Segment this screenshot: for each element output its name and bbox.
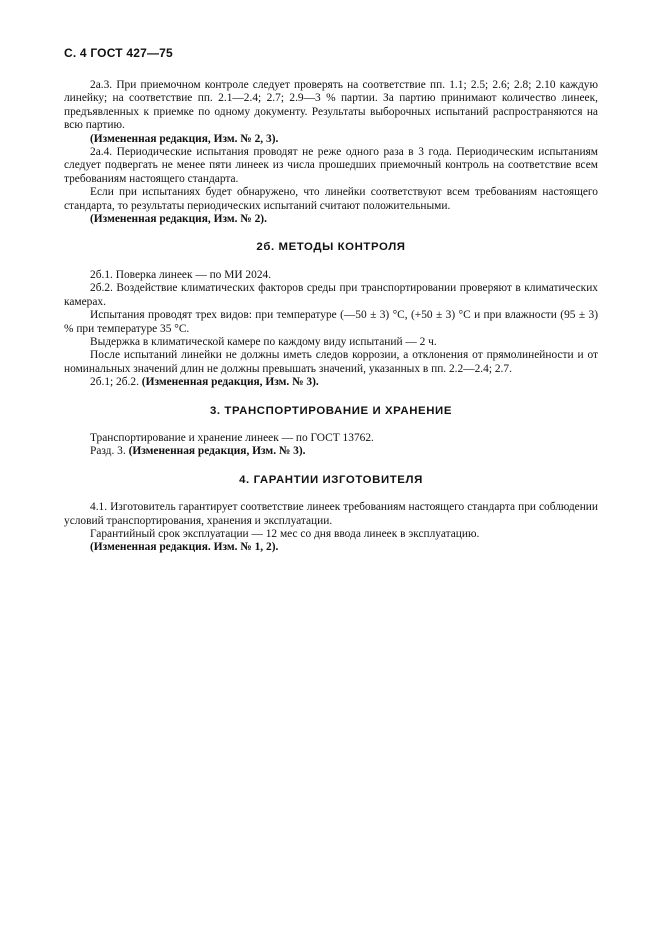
page-header: С. 4 ГОСТ 427—75 bbox=[64, 46, 173, 60]
amendment-note bbox=[64, 376, 598, 389]
amendment-note bbox=[64, 133, 598, 146]
paragraph-2a4-result: Если при испытаниях будет обнаружено, что линейки соответствуют всем требованиям настоящего стандарта, то результаты периодических испытаний считают положительными. bbox=[64, 186, 598, 212]
section-4-title: 4. ГАРАНТИИ ИЗГОТОВИТЕЛЯ bbox=[239, 473, 423, 486]
amendment-note bbox=[64, 541, 598, 554]
amendment-bold: (Измененная редакция, Изм. № 2). bbox=[90, 213, 267, 226]
paragraph-2b2-exposure: Выдержка в климатической камере по каждому виду испытаний — 2 ч. bbox=[90, 335, 437, 348]
amendment-bold: (Измененная редакция, Изм. № 3). bbox=[128, 445, 306, 458]
amendment-ref: 2б.1; 2б.2. bbox=[90, 376, 139, 389]
amendment-note bbox=[64, 445, 598, 458]
paragraph-2b2-result: После испытаний линейки не должны иметь следов коррозии, а отклонения от прямолинейности и от номинальных значений длин не должны превышать значений, указанных в пп. 2.2—2.4; 2.7. bbox=[64, 349, 598, 375]
amendment-bold: (Измененная редакция, Изм. № 2, 3). bbox=[90, 132, 279, 145]
paragraph-2b2-tests: Испытания проводят трех видов: при температуре (—50 ± 3) °С, (+50 ± 3) °С и при влажности (95 ± 3) % при температуре 35 °С. bbox=[64, 309, 598, 335]
paragraph-2b1: 2б.1. Поверка линеек — по МИ 2024. bbox=[90, 268, 272, 281]
amendment-note bbox=[64, 213, 598, 226]
document-body bbox=[64, 79, 598, 555]
paragraph-2a3: 2а.3. При приемочном контроле следует проверять на соответствие пп. 1.1; 2.5; 2.6; 2.8; 2.10 каждую линейку; на соответствие пп. 2.1—2.4; 2.7; 2.9—3 % партии. За партию принимают количество линеек, предъявленных к приемке по одному документу. Результаты выборочных испытаний распространяются на всю партию. bbox=[64, 79, 598, 132]
amendment-bold: (Измененная редакция, Изм. № 3). bbox=[141, 376, 319, 389]
paragraph-2b2: 2б.2. Воздействие климатических факторов среды при транспортировании проверяют в климатических камерах. bbox=[64, 282, 598, 308]
amendment-bold: (Измененная редакция. Изм. № 1, 2). bbox=[90, 541, 279, 554]
paragraph-2a4: 2а.4. Периодические испытания проводят не реже одного раза в 3 года. Периодическим испытаниям следует подвергать не менее пяти линеек из числа прошедших приемочный контроль на соответствие всем требованиям настоящего стандарта. bbox=[64, 146, 598, 185]
section-3-title: 3. ТРАНСПОРТИРОВАНИЕ И ХРАНЕНИЕ bbox=[209, 404, 453, 417]
amendment-ref: Разд. 3. bbox=[90, 445, 126, 458]
paragraph-4-warranty: Гарантийный срок эксплуатации — 12 мес со дня ввода линеек в эксплуатацию. bbox=[90, 527, 480, 540]
section-2b-title: 2б. МЕТОДЫ КОНТРОЛЯ bbox=[256, 241, 406, 254]
paragraph-3-transport: Транспортирование и хранение линеек — по ГОСТ 13762. bbox=[90, 431, 374, 444]
paragraph-4-1: 4.1. Изготовитель гарантирует соответствие линеек требованиям настоящего стандарта при соблюдении условий транспортирования, хранения и эксплуатации. bbox=[64, 501, 598, 527]
